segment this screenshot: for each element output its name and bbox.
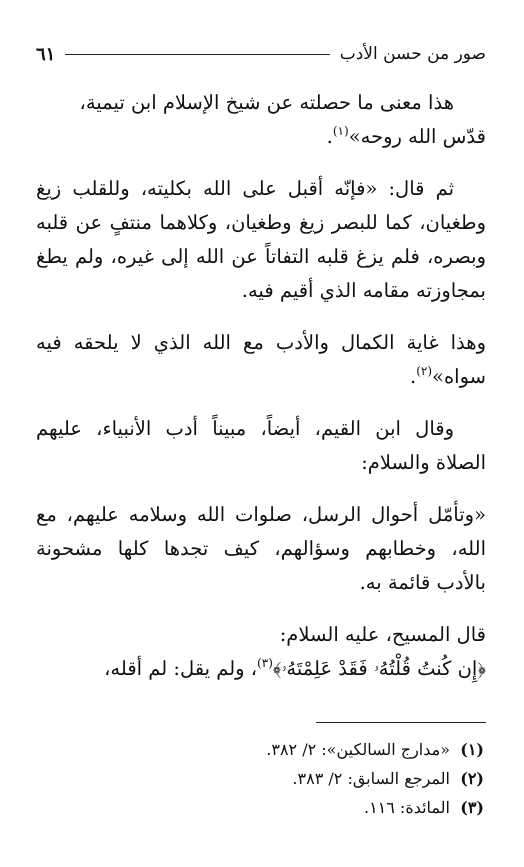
footnote-text: المائدة: ١١٦. [363,798,450,817]
paragraph-5 [36,498,486,600]
footnote-number: (٢) [460,769,484,788]
footnote-text: «مدارج السالكين»: ٢/ ٣٨٢. [266,740,450,759]
footnote-ref-2: (٢) [416,364,433,378]
body-text [36,86,486,686]
page-header [36,40,486,68]
footnote-ref-1: (١) [332,124,349,138]
footnote-number: (١) [460,740,484,759]
paragraph-1-end: . [326,125,333,148]
paragraph-4 [36,412,486,480]
footnotes [40,735,484,822]
footnote-number: (٣) [460,798,484,817]
paragraph-1-line-2: قدّس الله روحه» [348,125,486,148]
footnote-text: المرجع السابق: ٢/ ٣٨٣. [292,769,450,788]
spacer [36,600,486,618]
paragraph-6-rest: ، ولم يقل: لم أقله، [104,657,258,680]
header-rule [65,54,329,55]
footnote-rule [316,722,486,723]
page-number: ٦١ [36,43,56,65]
quran-verse: ﴿إِن كُنتُ قُلْتُهُۥ فَقَدْ عَلِمْتَهُۥ﴾ [272,657,486,680]
paragraph-5-text: «وتأمّل أحوال الرسل، صلوات الله وسلامه عليهم، مع الله، وخطابهم وسؤالهم، كيف تجدها كلها مشحونة بالأدب قائمة به. [36,503,486,594]
spacer [36,308,486,326]
paragraph-4-text: وقال ابن القيم، أيضاً، مبيناً أدب الأنبياء، عليهم الصلاة والسلام: [36,417,486,474]
footnote-1 [40,735,484,764]
spacer [36,154,486,172]
paragraph-6 [36,618,486,686]
spacer [36,394,486,412]
paragraph-6-line-1: قال المسيح، عليه السلام: [279,623,486,646]
footnote-ref-3: (٣) [257,656,273,670]
footnote-2 [40,764,484,793]
running-title: صور من حسن الأدب [339,44,486,64]
paragraph-2 [36,172,486,308]
paragraph-2-text: ثم قال: «فإنّه أقبل على الله بكليته، وللقلب زيغ وطغيان، كما للبصر زيغ وطغيان، وكلاهما منتفٍ عن قلبه وبصره، فلم يزغ قلبه التفاتاً عن الله إلى غيره، ولم يطغ بمجاوزته مقامه الذي أقيم فيه. [36,177,486,302]
spacer [36,480,486,498]
paragraph-3-end: . [409,365,417,388]
paragraph-1-line-1: هذا معنى ما حصلته عن شيخ الإسلام ابن تيمية، [79,91,454,114]
paragraph-1 [36,86,486,154]
paragraph-3 [36,326,486,394]
paragraph-3-text: وهذا غاية الكمال والأدب مع الله الذي لا يلحقه فيه سواه» [36,331,486,388]
footnote-3 [40,793,484,822]
